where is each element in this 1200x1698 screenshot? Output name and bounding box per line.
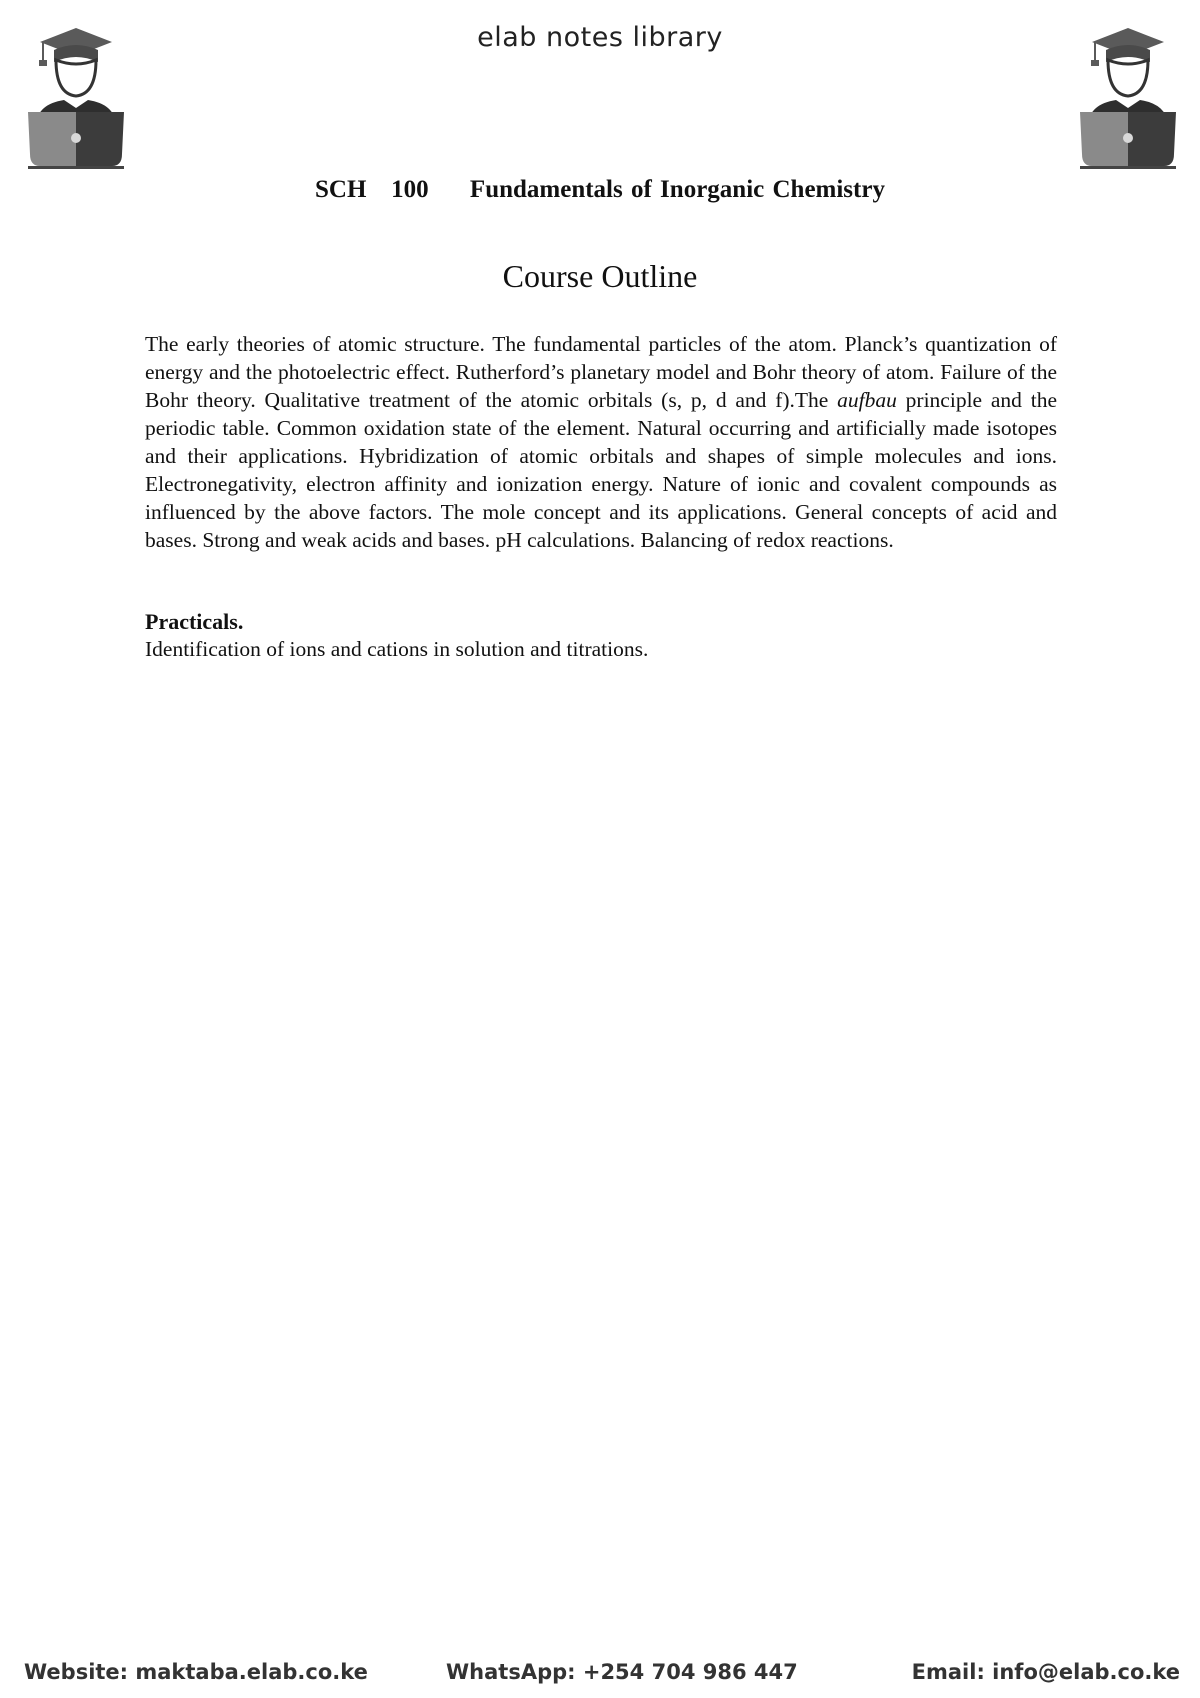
paragraph-text-2: principle and the periodic table. Common oxidation state of the element. Natural occurring and artificially made isotopes and their applications. Hybridization of atomic orbitals and shapes of simple molecules and ions. Electronegativity, electron affinity and ionization energy. Nature of ionic and covalent compounds as influenced by the above factors. The mole concept and its applications. General concepts of acid and bases. Strong and weak acids and bases. pH calculations. Balancing of redox reactions.	[145, 388, 1058, 552]
course-code: SCH 100	[315, 176, 429, 203]
footer-website[interactable]: Website: maktaba.elab.co.ke	[24, 1660, 368, 1684]
course-outline-paragraph	[145, 330, 1057, 554]
practicals-heading: Practicals.	[145, 609, 244, 634]
paragraph-text-1: The early theories of atomic structure. The fundamental particles of the atom. Planck’s quantization of energy and the photoelectric effect. Rutherford’s planetary model and Bohr theory of atom. Failure of the Bohr theory. Qualitative treatment of the atomic orbitals (s, p, d and f).The	[145, 332, 1057, 412]
course-title	[0, 176, 1200, 204]
course-name: Fundamentals of Inorganic Chemistry	[469, 176, 885, 203]
footer-email[interactable]: Email: info@elab.co.ke	[911, 1660, 1180, 1684]
graduate-laptop-icon	[28, 28, 124, 170]
section-heading: Course Outline	[502, 258, 698, 294]
paragraph-italic-term: aufbau	[837, 388, 897, 412]
practicals-text: Identification of ions and cations in solution and titrations.	[145, 637, 649, 661]
brand-title: elab notes library	[477, 22, 723, 53]
graduate-laptop-icon	[1080, 28, 1176, 170]
footer-whatsapp[interactable]: WhatsApp: +254 704 986 447	[446, 1660, 798, 1684]
